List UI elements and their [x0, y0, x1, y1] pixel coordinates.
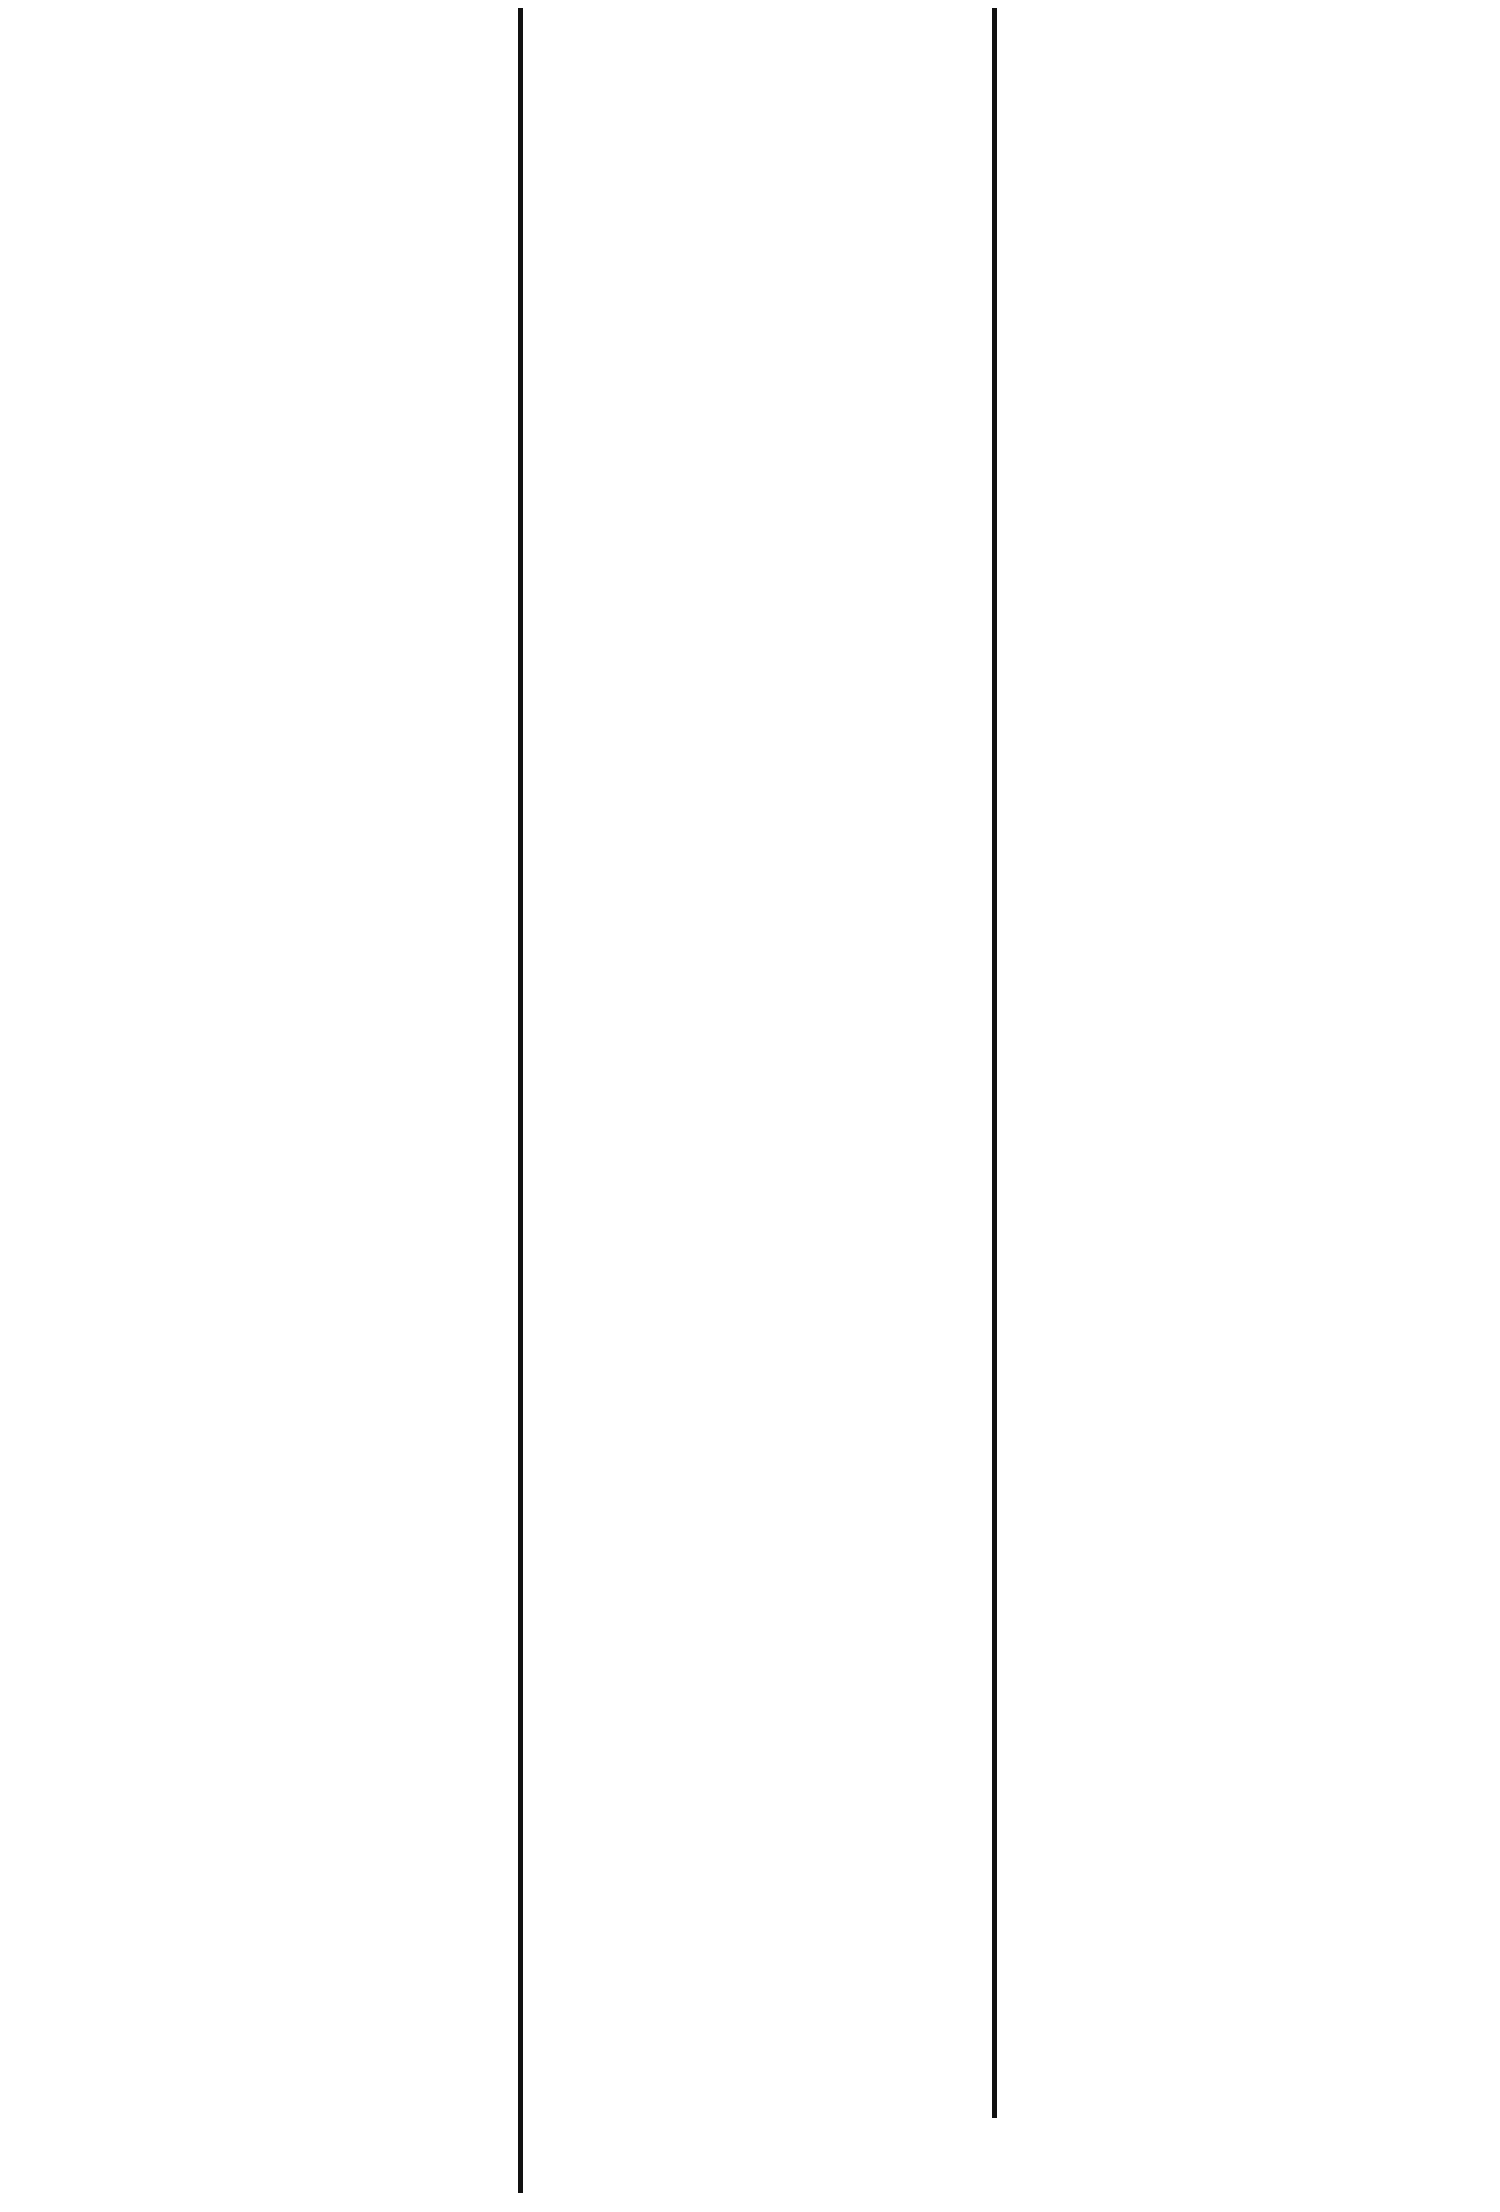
- column-divider: [518, 8, 523, 2193]
- column-divider: [992, 8, 997, 2118]
